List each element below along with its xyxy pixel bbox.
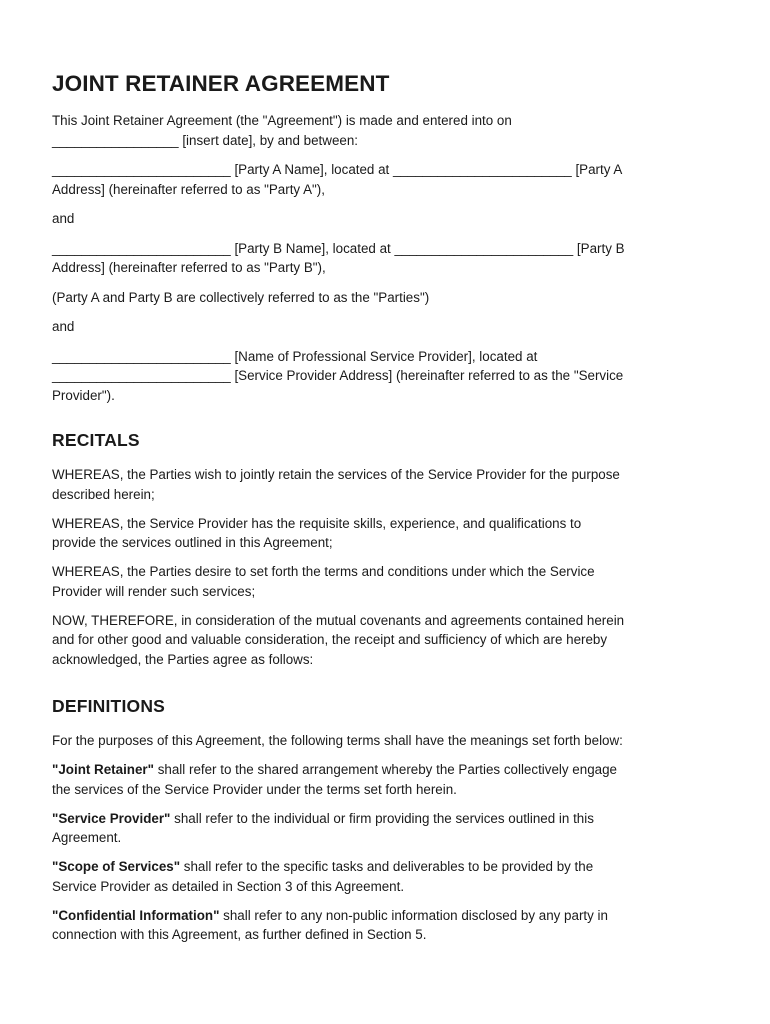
recital-1-line-2: described herein; bbox=[52, 486, 155, 502]
recital-4-line-3: acknowledged, the Parties agree as follows: bbox=[52, 651, 314, 667]
definitions-heading: DEFINITIONS bbox=[52, 696, 166, 716]
provider-line-3: Provider"). bbox=[52, 387, 115, 403]
recital-paragraph bbox=[52, 611, 720, 670]
definition-term: "Scope of Services" bbox=[52, 859, 181, 874]
definition-text: shall refer to the shared arrangement whereby the Parties collectively engage bbox=[154, 762, 617, 777]
definition-item bbox=[52, 857, 720, 896]
recital-4-line-2: and for other good and valuable consideration, the receipt and sufficiency of which are hereby bbox=[52, 632, 608, 647]
provider-line-2: ________________________ [Service Provider Address] (hereinafter referred to as the "Service bbox=[52, 368, 624, 383]
party-b-line-1: ________________________ [Party B Name], located at ________________________ [Party B bbox=[52, 240, 625, 256]
and-connector-1: and bbox=[52, 211, 75, 226]
recital-4-line-1: NOW, THEREFORE, in consideration of the mutual covenants and agreements contained herein bbox=[52, 612, 625, 628]
definition-text: Service Provider as detailed in Section 3 of this Agreement. bbox=[52, 878, 405, 894]
party-b-line-2: Address] (hereinafter referred to as "Party B"), bbox=[52, 260, 326, 275]
recital-paragraph bbox=[52, 465, 720, 504]
recital-1-line-1: WHEREAS, the Parties wish to jointly retain the services of the Service Provider for the purpose bbox=[52, 467, 620, 482]
definition-text: shall refer to any non-public information disclosed by any party in bbox=[219, 907, 608, 923]
recital-2-line-1: WHEREAS, the Service Provider has the requisite skills, experience, and qualifications to bbox=[52, 515, 582, 531]
definition-text: shall refer to the individual or firm providing the services outlined in this bbox=[170, 810, 594, 826]
definition-item bbox=[52, 906, 720, 945]
definition-item bbox=[52, 809, 720, 848]
party-a-line-1: ________________________ [Party A Name], located at ________________________ [Party A bbox=[52, 162, 623, 177]
parties-collective-note: (Party A and Party B are collectively referred to as the "Parties") bbox=[52, 289, 430, 305]
recital-3-line-2: Provider will render such services; bbox=[52, 583, 256, 599]
definition-text: shall refer to the specific tasks and deliverables to be provided by the bbox=[180, 859, 594, 874]
party-b-paragraph bbox=[52, 239, 720, 278]
definition-term: "Confidential Information" bbox=[52, 907, 220, 923]
recitals-section bbox=[52, 429, 720, 669]
definition-item bbox=[52, 760, 720, 799]
and-connector-2: and bbox=[52, 319, 75, 334]
intro-paragraph bbox=[52, 111, 720, 150]
recitals-heading: RECITALS bbox=[52, 430, 140, 450]
definitions-intro: For the purposes of this Agreement, the following terms shall have the meanings set forth below: bbox=[52, 733, 623, 748]
intro-line-2: _________________ [insert date], by and between: bbox=[52, 132, 359, 148]
recital-2-line-2: provide the services outlined in this Agreement; bbox=[52, 535, 333, 550]
definition-term: "Service Provider" bbox=[52, 810, 171, 826]
recital-paragraph bbox=[52, 514, 720, 553]
definition-text: connection with this Agreement, as further defined in Section 5. bbox=[52, 927, 427, 942]
party-a-paragraph bbox=[52, 160, 720, 199]
definition-text: the services of the Service Provider under the terms set forth herein. bbox=[52, 781, 457, 797]
definitions-section bbox=[52, 695, 720, 945]
definition-text: Agreement. bbox=[52, 830, 122, 845]
recital-paragraph bbox=[52, 562, 720, 601]
provider-line-1: ________________________ [Name of Professional Service Provider], located at bbox=[52, 348, 538, 364]
document-page bbox=[52, 70, 720, 945]
service-provider-paragraph bbox=[52, 347, 720, 406]
party-a-line-2: Address] (hereinafter referred to as "Party A"), bbox=[52, 181, 325, 197]
definition-term: "Joint Retainer" bbox=[52, 762, 154, 777]
document-title: JOINT RETAINER AGREEMENT bbox=[52, 71, 390, 96]
intro-line-1: This Joint Retainer Agreement (the "Agreement") is made and entered into on bbox=[52, 113, 512, 128]
recital-3-line-1: WHEREAS, the Parties desire to set forth the terms and conditions under which the Service bbox=[52, 564, 595, 579]
